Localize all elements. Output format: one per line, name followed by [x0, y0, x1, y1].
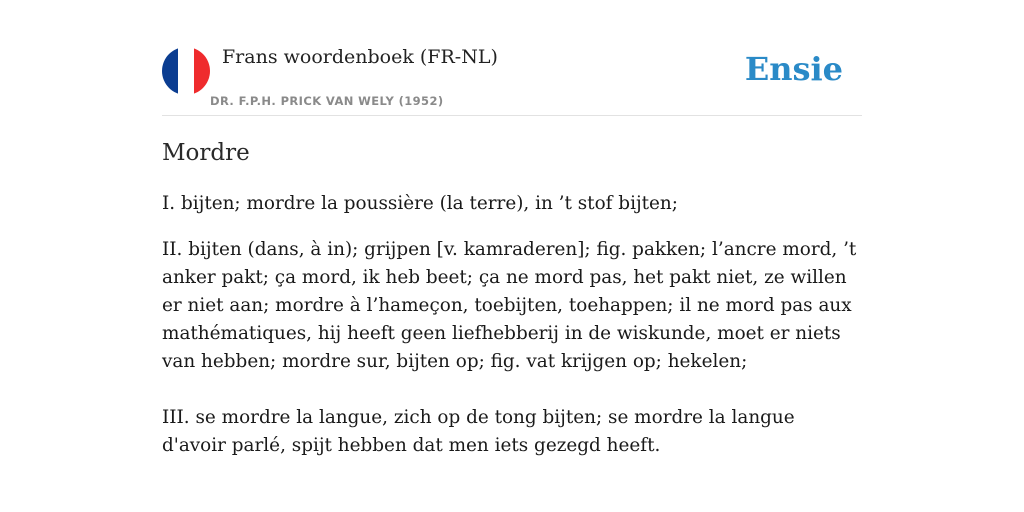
entry-headword: Mordre: [162, 140, 250, 166]
dictionary-title: Frans woordenboek (FR-NL): [222, 46, 498, 68]
dictionary-header: [162, 40, 862, 116]
definition-3: III. se mordre la langue, zich op de tong bijten; se mordre la langue d'avoir parlé, spijt hebben dat men iets gezegd heeft.: [162, 407, 795, 456]
dictionary-author: DR. F.P.H. PRICK VAN WELY (1952): [210, 94, 444, 108]
definition-1: I. bijten; mordre la poussière (la terre), in ’t stof bijten;: [162, 193, 678, 214]
definition-2: II. bijten (dans, à in); grijpen [v. kamraderen]; fig. pakken; l’ancre mord, ’t anker pakt; ça mord, ik heb beet; ça ne mord pas, het pakt niet, ze willen er niet aan; mordre à l’hameçon, toebijten, toehappen; il ne mord pas aux mathématiques, hij heeft geen liefhebberij in de wiskunde, moet er niets van hebben; mordre sur, bijten op; fig. vat krijgen op; hekelen;: [162, 239, 857, 372]
france-flag-icon: [162, 47, 210, 95]
ensie-logo-link[interactable]: Ensie: [744, 50, 843, 88]
dictionary-entry-card: [162, 40, 862, 460]
